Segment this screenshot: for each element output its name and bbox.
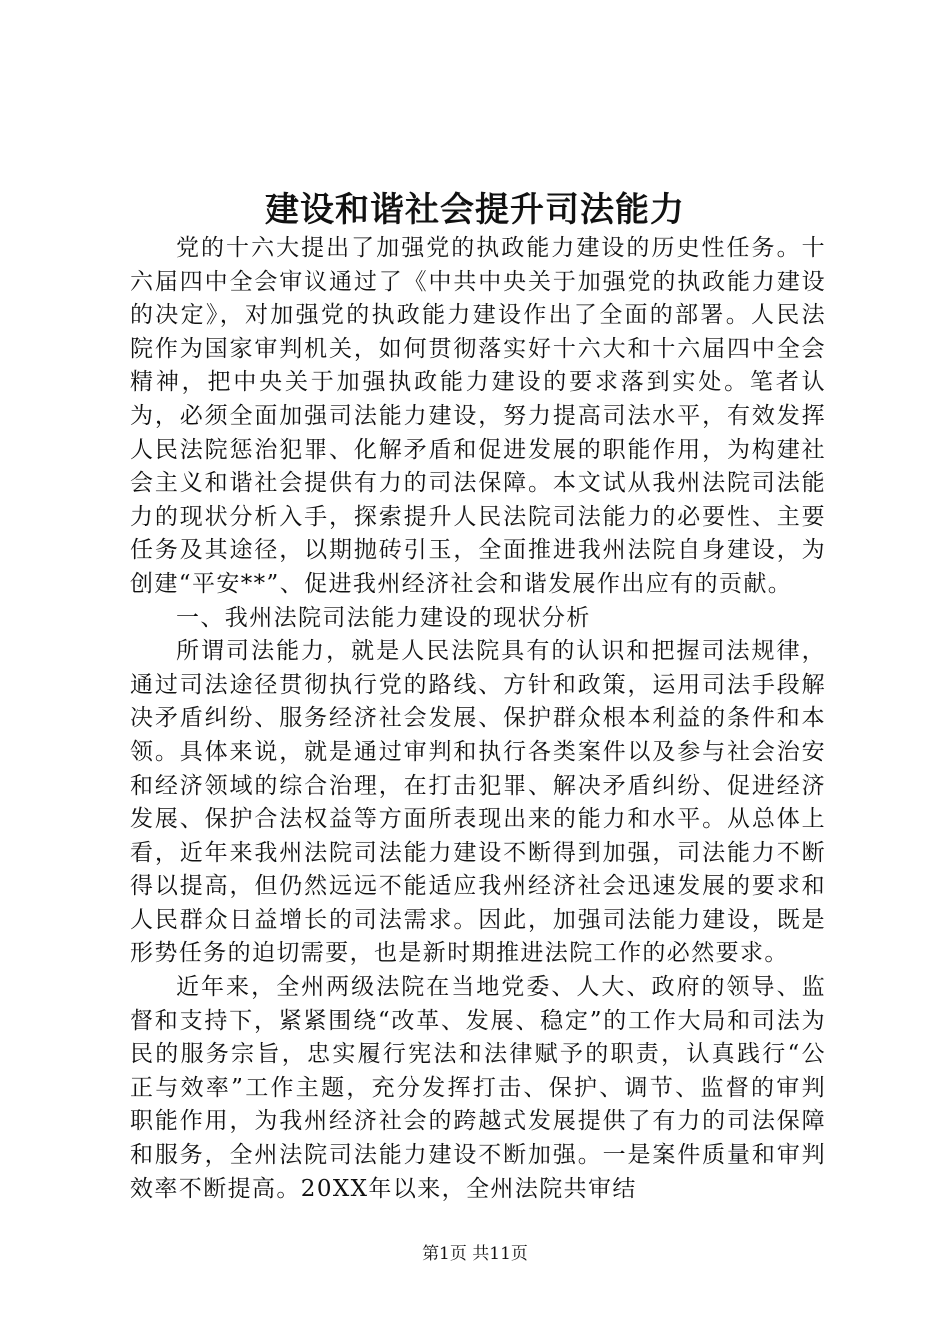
page-number-footer: 第1页 共11页 [422,1244,528,1264]
document-body [130,232,826,1206]
paragraph-recent-years: 近年来，全州两级法院在当地党委、人大、政府的领导、监督和支持下，紧紧围绕“改革、发展、稳定”的工作大局和司法为民的服务宗旨，忠实履行宪法和法律赋予的职责，认真践行“公正与效率”工作主题，充分发挥打击、保护、调节、监督的审判职能作用，为我州经济社会的跨越式发展提供了有力的司法保障和服务，全州法院司法能力建设不断加强。一是案件质量和审判效率不断提高。20XX年以来，全州法院共审结 [130,974,826,1202]
document-title: 建设和谐社会提升司法能力 [265,190,685,230]
paragraph-intro: 党的十六大提出了加强党的执政能力建设的历史性任务。十六届四中全会审议通过了《中共中央关于加强党的执政能力建设的决定》，对加强党的执政能力建设作出了全面的部署。人民法院作为国家审判机关，如何贯彻落实好十六大和十六届四中全会精神，把中央关于加强执政能力建设的要求落到实处。笔者认为，必须全面加强司法能力建设，努力提高司法水平，有效发挥人民法院惩治犯罪、化解矛盾和促进发展的职能作用，为构建社会主义和谐社会提供有力的司法保障。本文试从我州法院司法能力的现状分析入手，探索提升人民法院司法能力的必要性、主要任务及其途径，以期抛砖引玉，全面推进我州法院自身建设，为创建“平安**”、促进我州经济社会和谐发展作出应有的贡献。 [130,235,826,597]
paragraph-definition: 所谓司法能力，就是人民法院具有的认识和把握司法规律，通过司法途径贯彻执行党的路线、方针和政策，运用司法手段解决矛盾纠纷、服务经济社会发展、保护群众根本利益的条件和本领。具体来说，就是通过审判和执行各类案件以及参与社会治安和经济领域的综合治理，在打击犯罪、解决矛盾纠纷、促进经济发展、保护合法权益等方面所表现出来的能力和水平。从总体上看，近年来我州法院司法能力建设不断得到加强，司法能力不断得以提高，但仍然远远不能适应我州经济社会迅速发展的要求和人民群众日益增长的司法需求。因此，加强司法能力建设，既是形势任务的迫切需要，也是新时期推进法院工作的必然要求。 [130,638,826,967]
section-heading: 一、我州法院司法能力建设的现状分析 [176,604,591,631]
